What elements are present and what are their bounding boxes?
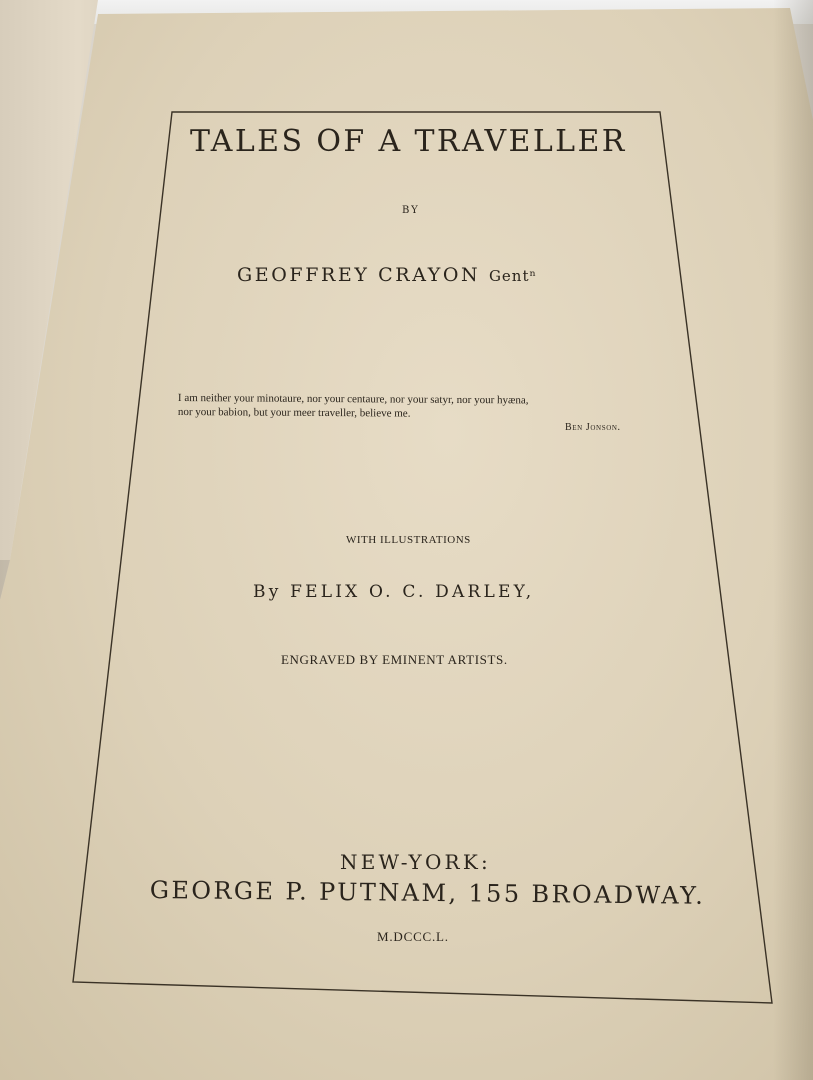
- epigraph-line-2: nor your babion, but your meer traveller, believe me.: [177, 405, 411, 420]
- engraved-by: ENGRAVED BY EMINENT ARTISTS.: [281, 652, 508, 667]
- imprint-publisher: GEORGE P. PUTNAM, 155 BROADWAY.: [149, 876, 706, 910]
- with-illustrations: WITH ILLUSTRATIONS: [346, 534, 471, 546]
- author-name: [237, 264, 537, 286]
- book-title: TALES OF A TRAVELLER: [190, 124, 627, 159]
- epigraph: [178, 391, 529, 421]
- illustrator: By FELIX O. C. DARLEY,: [253, 582, 535, 602]
- imprint-city: NEW-YORK:: [340, 850, 491, 874]
- epigraph-line-1: I am neither your minotaure, nor your centaure, nor your satyr, nor your hyæna,: [177, 391, 529, 407]
- imprint-date: M.DCCC.L.: [377, 929, 449, 944]
- epigraph-attribution: Ben Jonson.: [565, 422, 621, 433]
- by-label: BY: [402, 205, 420, 216]
- author-suffix: Gentⁿ: [488, 267, 537, 285]
- author-name-text: GEOFFREY CRAYON: [237, 264, 481, 286]
